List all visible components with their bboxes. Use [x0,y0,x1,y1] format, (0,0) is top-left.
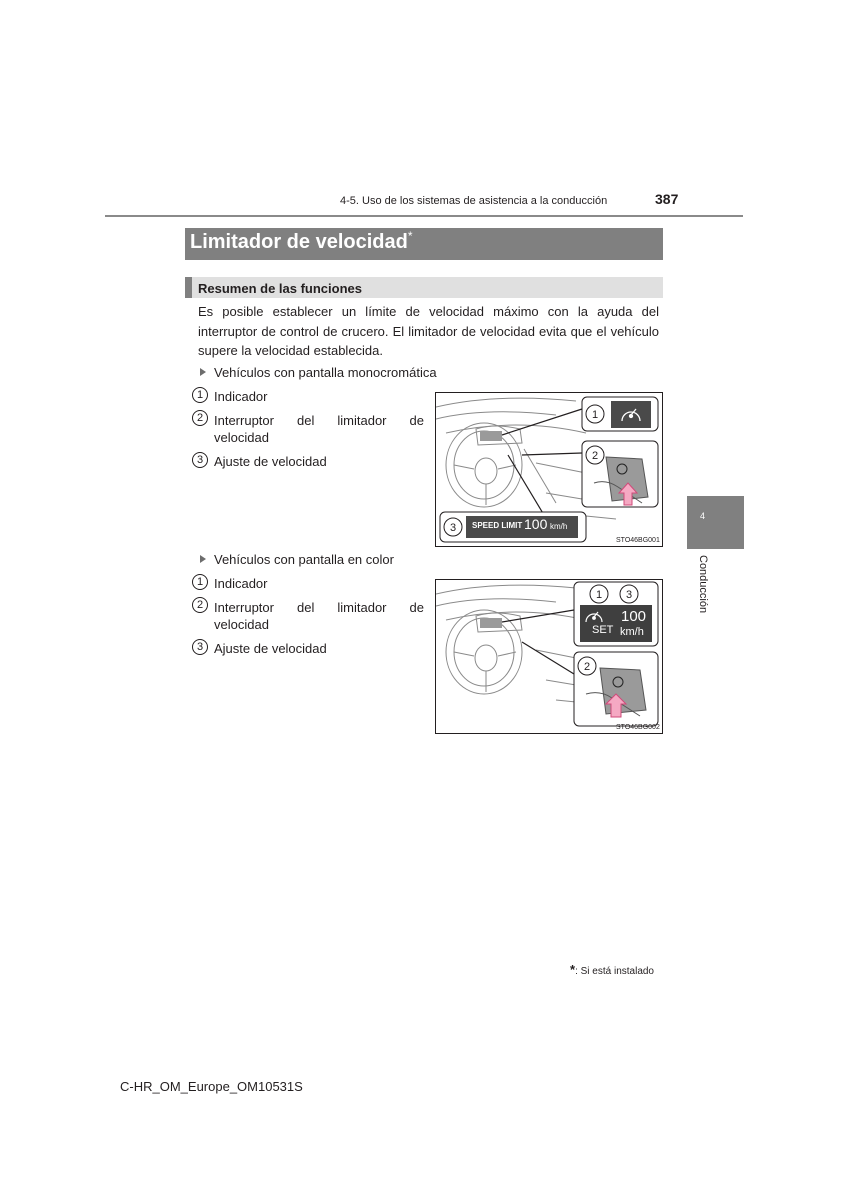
list-item: Interruptor del limitador de [214,600,424,615]
chapter-number: 4 [700,511,706,521]
callout-number: 3 [192,452,208,468]
set-speed-value: 100 [621,608,647,625]
mono-heading [200,365,437,380]
title-asterisk: * [407,229,413,243]
svg-text:3: 3 [449,522,457,534]
color-heading-text: Vehículos con pantalla en color [214,552,394,567]
triangle-bullet-icon [200,555,206,563]
mono-heading-text: Vehículos con pantalla monocromática [214,365,437,380]
list-item-continued: velocidad [214,617,269,632]
footnote-text: : Si está instalado [575,966,654,977]
footer-code: C-HR_OM_Europe_OM10531S [120,1079,303,1094]
triangle-bullet-icon [200,368,206,376]
color-heading [200,552,394,567]
list-item: Ajuste de velocidad [214,454,327,469]
set-speed-unit: km/h [620,626,644,638]
limiter-switch [600,668,646,714]
dashboard-illustration [436,580,662,733]
speed-limit-label: SPEED LIMIT [472,521,523,530]
meter-display [480,618,502,628]
section-title: Resumen de las funciones [198,281,362,296]
callout-number: 2 [192,597,208,613]
figure-monochrome [435,392,663,547]
dashboard-illustration [436,393,662,546]
chapter-label: Conducción [697,555,709,614]
list-item: Indicador [214,389,268,404]
svg-text:3: 3 [625,589,633,601]
header-divider [105,215,743,217]
figure-color [435,579,663,734]
figure-code: STO46BG001 [616,537,660,544]
list-item-continued: velocidad [214,430,269,445]
list-item: Ajuste de velocidad [214,641,327,656]
running-header: 4-5. Uso de los sistemas de asistencia a la conducción [340,195,608,207]
page-title-text: Limitador de velocidad [190,231,408,253]
svg-text:2: 2 [591,450,599,462]
chapter-tab [687,496,744,549]
svg-text:2: 2 [583,661,591,673]
set-label: SET [592,624,614,636]
svg-text:1: 1 [591,409,599,421]
intro-paragraph: Es posible establecer un límite de velocidad máximo con la ayuda del interruptor de control de crucero. El limitador de velocidad evita que el vehículo supere la velocidad establecida. [198,304,659,358]
list-item: Indicador [214,576,268,591]
figure-code: STO46BG002 [616,724,660,731]
list-item: Interruptor del limitador de [214,413,424,428]
footnote [570,962,654,977]
footnote-asterisk: * [570,962,576,977]
callout-number: 1 [192,574,208,590]
speed-limit-value: 100 [524,516,548,532]
callout-number: 2 [192,410,208,426]
svg-text:1: 1 [595,589,603,601]
page-title [190,231,413,254]
callout-number: 3 [192,639,208,655]
page-number: 387 [655,191,679,207]
meter-display [480,431,502,441]
callout-number: 1 [192,387,208,403]
speed-limit-unit: km/h [550,522,568,531]
section-accent [185,277,192,298]
